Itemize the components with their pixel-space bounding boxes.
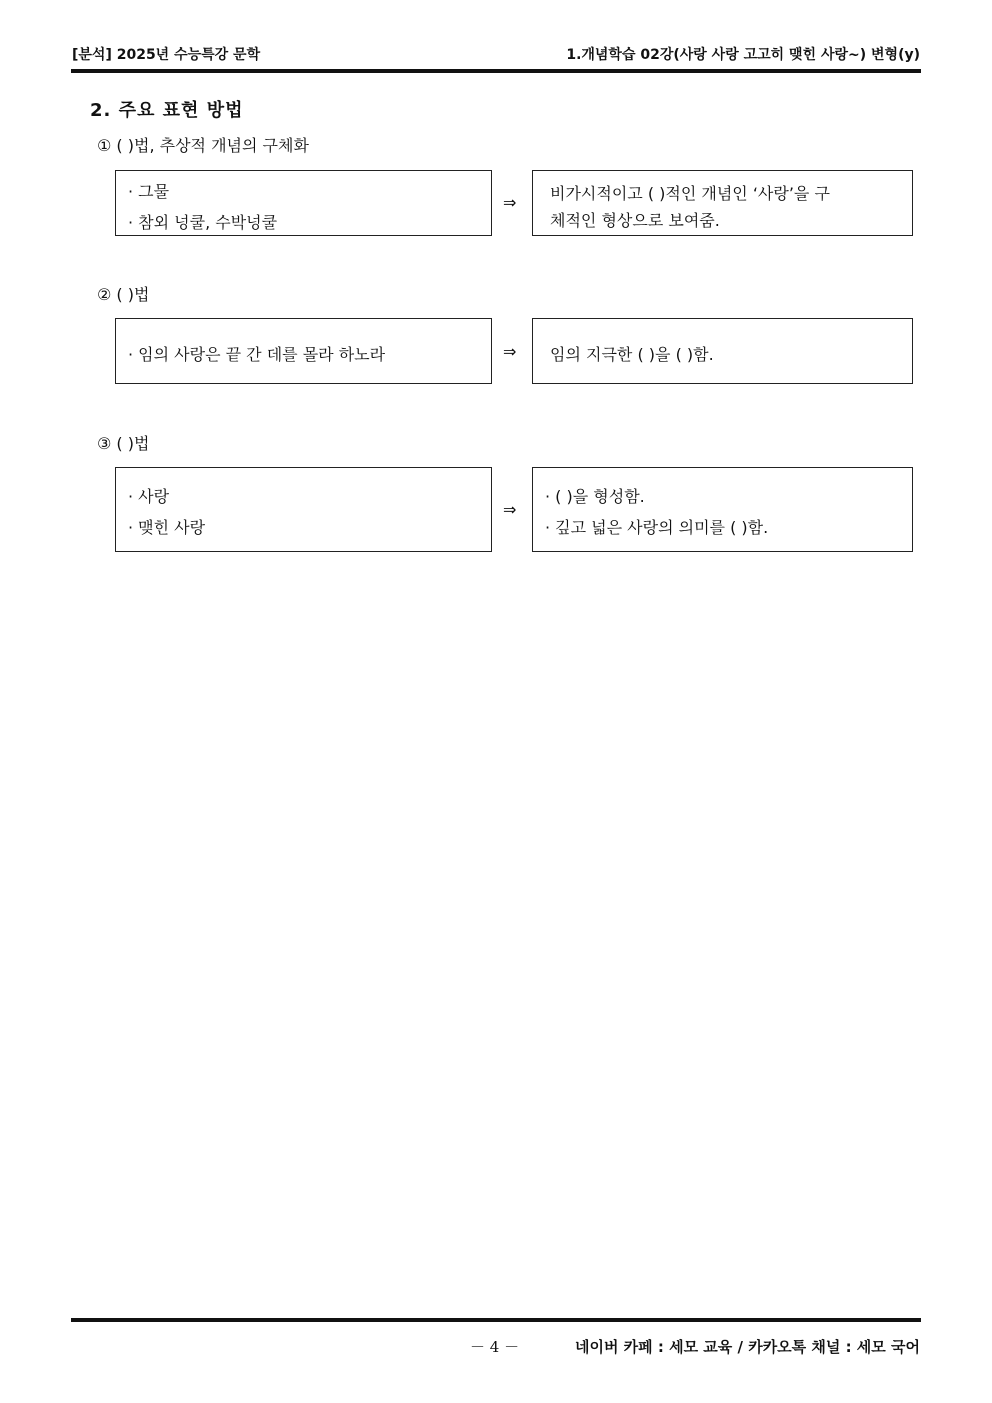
header-lesson-title: 1.개념학습 02강(사랑 사랑 고고히 맺힌 사랑~) 변형(y)	[566, 47, 920, 63]
method-1-effect-line-2: 체적인 형상으로 보여줌.	[550, 211, 720, 230]
page-number: － 4 －	[470, 1338, 520, 1356]
method-1-example-line-2: · 참외 넝쿨, 수박넝쿨	[128, 213, 278, 232]
method-3-effect-line-1: · ( )을 형성함.	[545, 487, 645, 506]
footer-channel-info: 네이버 카페 : 세모 교육 / 카카오톡 채널 : 세모 국어	[574, 1338, 920, 1356]
method-3-heading: ③ ( )법	[97, 434, 150, 453]
method-3-example-line-1: · 사랑	[128, 487, 170, 506]
method-3-example-box	[115, 467, 492, 552]
header-divider	[71, 69, 921, 73]
method-1-effect-box	[532, 170, 913, 236]
footer-divider	[71, 1318, 921, 1322]
section-title: 2. 주요 표현 방법	[90, 100, 244, 121]
method-3-example-line-2: · 맺힌 사랑	[128, 518, 206, 537]
method-1-example-box	[115, 170, 492, 236]
method-3-effect-box	[532, 467, 913, 552]
header-document-title: [분석] 2025년 수능특강 문학	[72, 47, 261, 63]
method-1-effect-line-1: 비가시적이고 ( )적인 개념인 ‘사랑’을 구	[550, 184, 830, 203]
method-2-example-line-1: · 임의 사랑은 끝 간 데를 몰라 하노라	[128, 345, 386, 364]
method-2-example-box	[115, 318, 492, 384]
method-2-effect-box	[532, 318, 913, 384]
method-1-heading: ① ( )법, 추상적 개념의 구체화	[97, 136, 309, 155]
method-3-effect-line-2: · 깊고 넓은 사랑의 의미를 ( )함.	[545, 518, 769, 537]
method-3-arrow: ⇒	[503, 500, 517, 519]
method-1-example-line-1: · 그물	[128, 182, 170, 201]
method-2-effect-line-1: 임의 지극한 ( )을 ( )함.	[550, 345, 714, 364]
method-2-heading: ② ( )법	[97, 285, 150, 304]
method-2-arrow: ⇒	[503, 342, 517, 361]
method-1-arrow: ⇒	[503, 193, 517, 212]
